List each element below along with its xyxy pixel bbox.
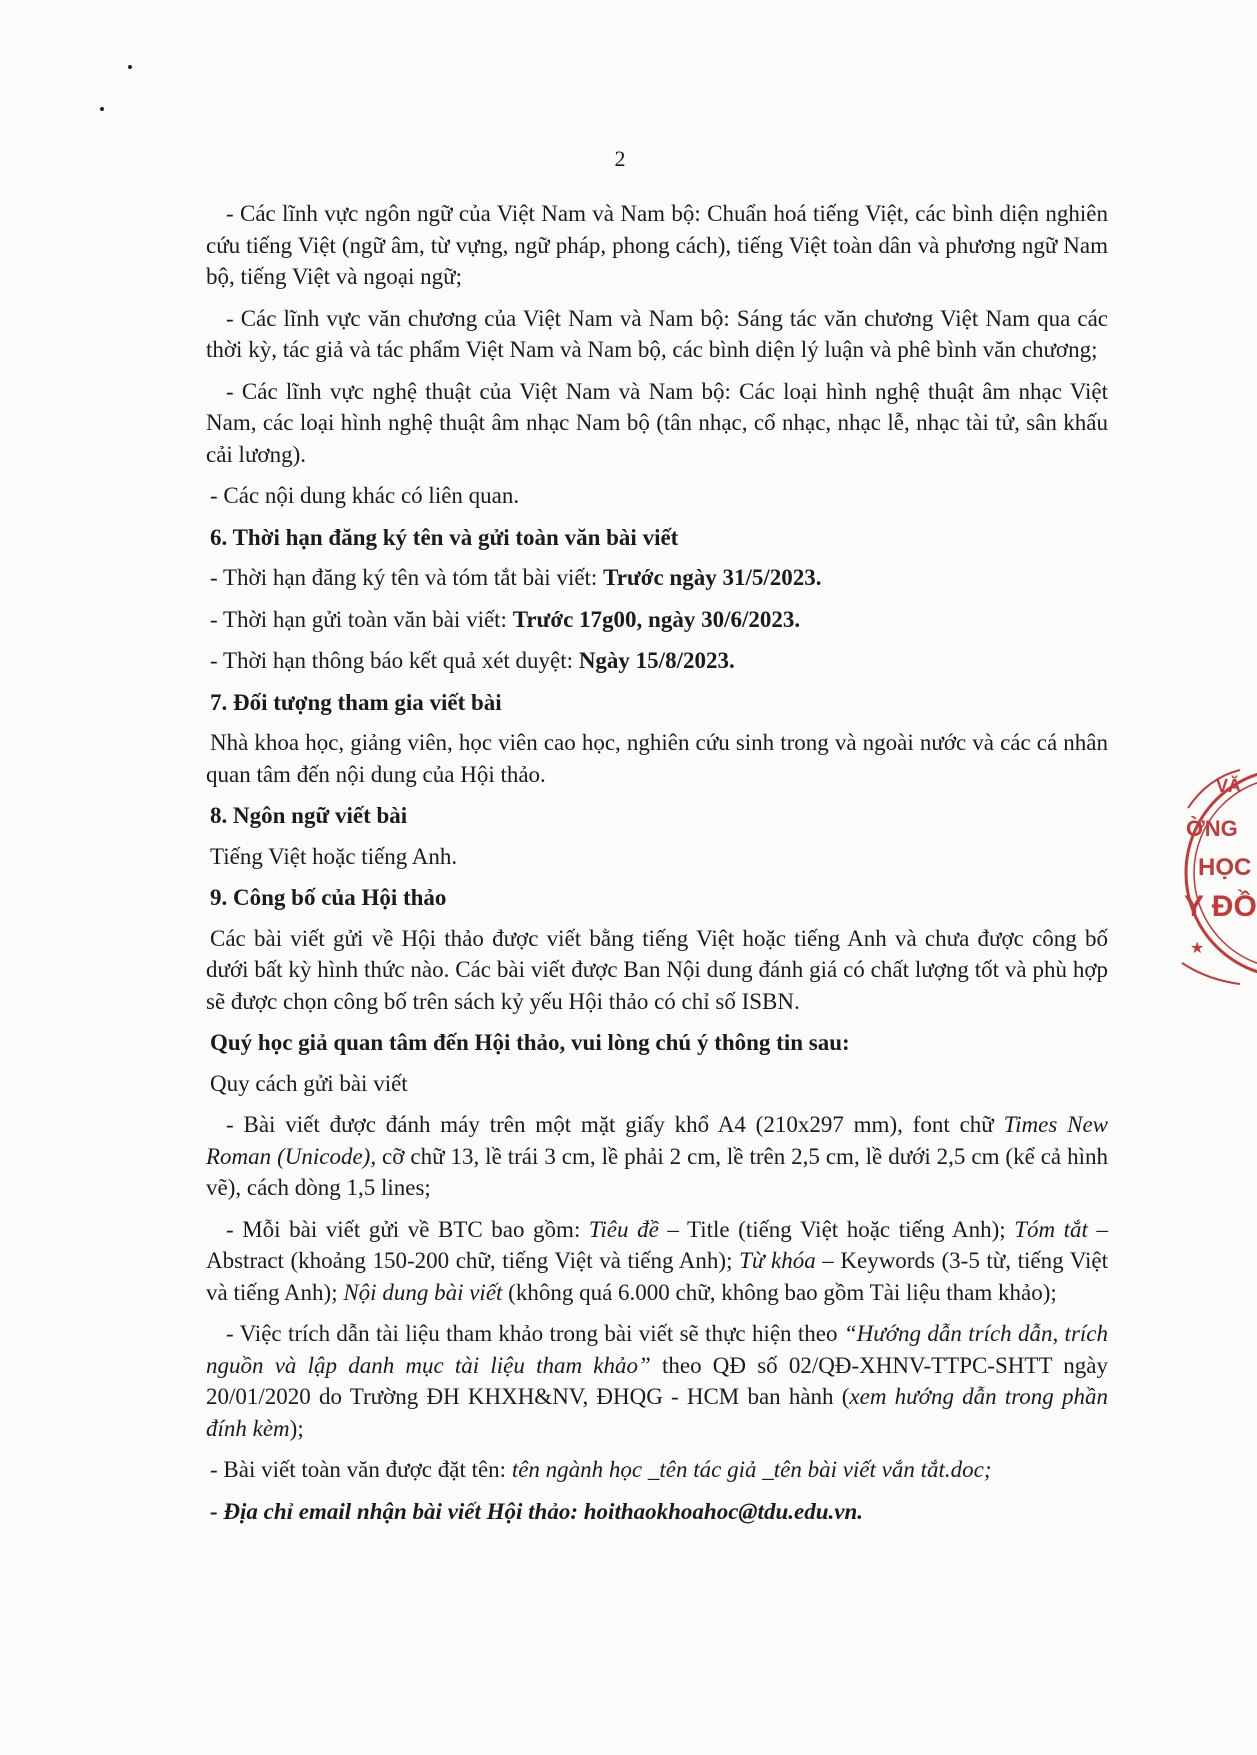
seal-text: VĂ [1216, 776, 1242, 796]
components-text: – Abstract (khoảng 150-200 chữ, tiếng Việt và tiếng Anh); [206, 1216, 1108, 1273]
section-8-heading: 8. Ngôn ngữ viết bài [210, 803, 408, 828]
topic-literature: - Các lĩnh vực văn chương của Việt Nam và Nam bộ: Sáng tác văn chương Việt Nam qua các thời kỳ, tác giả và tác phẩm Việt Nam và Nam bộ, các bình diện lý luận và phê bình văn chương; [206, 305, 1108, 362]
notice-subheading: Quy cách gửi bài viết [210, 1070, 408, 1096]
publication-text: Các bài viết gửi về Hội thảo được viết bằng tiếng Việt hoặc tiếng Anh và chưa được công bố dưới bất kỳ hình thức nào. Các bài viết được Ban Nội dung đánh giá có chất lượng tốt và phù hợp sẽ được chọn công bố trên sách kỷ yếu Hội thảo có chỉ số ISBN. [206, 925, 1108, 1014]
deadline-result [206, 645, 1108, 677]
attachment-note: xem hướng dẫn trong phần đính kèm [206, 1384, 1108, 1441]
seal-text: Y ĐỒ [1184, 890, 1257, 923]
font-name: Times New Roman (Unicode), [206, 1112, 1108, 1169]
content-term: Nội dung bài viết [343, 1279, 503, 1305]
deadline-value: Trước ngày 31/5/2023. [603, 565, 822, 590]
citation-guide-title: “Hướng dẫn trích dẫn, trích nguồn và lập danh mục tài liệu tham khảo” [206, 1321, 1108, 1378]
seal-star-icon: ★ [1190, 940, 1205, 957]
red-seal-stamp [1178, 758, 1257, 988]
language-text: Tiếng Việt hoặc tiếng Anh. [210, 843, 458, 869]
seal-text: HỌC [1198, 854, 1252, 881]
title-term: Tiêu đề [588, 1216, 659, 1242]
citation-text: ); [289, 1415, 304, 1441]
keywords-term: Từ khóa [739, 1248, 816, 1273]
scan-speck [128, 65, 132, 69]
citation-text: - Việc trích dẫn tài liệu tham khảo trong bài viết sẽ thực hiện theo [226, 1321, 844, 1346]
deadline-value: Ngày 15/8/2023. [578, 648, 735, 673]
page-number: 2 [614, 146, 626, 171]
deadline-fulltext [206, 604, 1108, 636]
components-text: (không quá 6.000 chữ, không bao gồm Tài liệu tham khảo); [502, 1279, 1057, 1305]
document-body [206, 198, 1108, 1537]
topic-other: - Các nội dung khác có liên quan. [210, 483, 520, 508]
format-text: - Bài viết được đánh máy trên một mặt giấy khổ A4 (210x297 mm), font chữ [226, 1112, 1004, 1137]
deadline-value: Trước 17g00, ngày 30/6/2023. [512, 606, 801, 632]
format-text: cỡ chữ 13, lề trái 3 cm, lề phải 2 cm, lề trên 2,5 cm, lề dưới 2,5 cm (kể cả hình vẽ), cách dòng 1,5 lines; [206, 1143, 1108, 1200]
format-requirements [206, 1109, 1108, 1204]
citation-rules [206, 1318, 1108, 1444]
notice-heading: Quý học giả quan tâm đến Hội thảo, vui lòng chú ý thông tin sau: [210, 1030, 850, 1055]
components-text: – Title (tiếng Việt hoặc tiếng Anh); [658, 1216, 1015, 1242]
filename-text: - Bài viết toàn văn được đặt tên: [210, 1457, 512, 1482]
filename-rule [206, 1454, 1108, 1486]
scan-speck [100, 107, 104, 111]
citation-text: theo QĐ số 02/QĐ-XHNV-TTPC-SHTT ngày 20/01/2020 do Trường ĐH KHXH&NV, ĐHQG - HCM ban hành ( [206, 1352, 1109, 1409]
deadline-label: - Thời hạn đăng ký tên và tóm tắt bài viết: [210, 565, 604, 590]
section-6-heading: 6. Thời hạn đăng ký tên và gửi toàn văn bài viết [210, 524, 679, 550]
abstract-term: Tóm tắt [1014, 1216, 1088, 1242]
section-9-heading: 9. Công bố của Hội thảo [210, 885, 447, 910]
submission-email: - Địa chỉ email nhận bài viết Hội thảo: hoithaokhoahoc@tdu.edu.vn. [210, 1498, 863, 1524]
seal-text: ỜNG [1186, 816, 1238, 841]
deadline-abstract [206, 562, 1108, 594]
submission-components [206, 1214, 1108, 1309]
topic-arts: - Các lĩnh vực nghệ thuật của Việt Nam và Nam bộ: Các loại hình nghệ thuật âm nhạc Việt Nam, các loại hình nghệ thuật âm nhạc Nam bộ (tân nhạc, cổ nhạc, nhạc lễ, nhạc tài tử, sân khấu cải lương). [206, 378, 1108, 467]
topic-language: - Các lĩnh vực ngôn ngữ của Việt Nam và Nam bộ: Chuẩn hoá tiếng Việt, các bình diện nghiên cứu tiếng Việt (ngữ âm, từ vựng, ngữ pháp, phong cách), tiếng Việt toàn dân và phương ngữ Nam bộ, tiếng Việt và ngoại ngữ; [206, 201, 1108, 289]
section-7-heading: 7. Đối tượng tham gia viết bài [210, 689, 502, 715]
deadline-label: - Thời hạn thông báo kết quả xét duyệt: [210, 648, 579, 673]
participants-text: Nhà khoa học, giảng viên, học viên cao học, nghiên cứu sinh trong và ngoài nước và các cá nhân quan tâm đến nội dung của Hội thảo. [206, 730, 1108, 787]
components-text: – Keywords (3-5 từ, tiếng Việt và tiếng Anh); [206, 1248, 1108, 1305]
filename-pattern: tên ngành học _tên tác giả _tên bài viết vắn tắt.doc; [511, 1457, 992, 1482]
deadline-label: - Thời hạn gửi toàn văn bài viết: [210, 606, 513, 632]
components-text: - Mỗi bài viết gửi về BTC bao gồm: [226, 1216, 589, 1242]
